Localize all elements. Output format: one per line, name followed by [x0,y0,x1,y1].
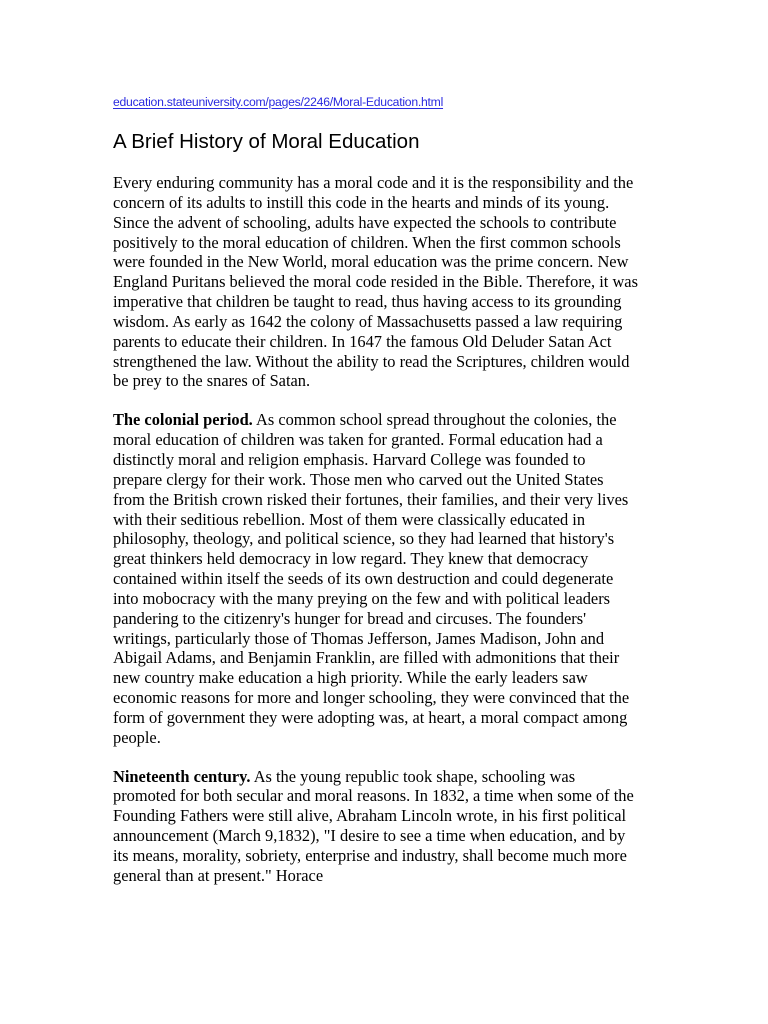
section-colonial-period [113,410,638,747]
intro-paragraph: Every enduring community has a moral code and it is the responsibility and the concern of its adults to instill this code in the hearts and minds of its young. Since the advent of schooling, adults have expected the schools to contribute positively to the moral education of children. When the first common schools were founded in the New World, moral education was the prime concern. New England Puritans believed the moral code resided in the Bible. Therefore, it was imperative that children be taught to read, thus having access to its grounding wisdom. As early as 1642 the colony of Massachusetts passed a law requiring parents to educate their children. In 1647 the famous Old Deluder Satan Act strengthened the law. Without the ability to read the Scriptures, children would be prey to the snares of Satan. [113,173,638,391]
section-body: As the young republic took shape, schooling was promoted for both secular and moral reasons. In 1832, a time when some of the Founding Fathers were still alive, Abraham Lincoln wrote, in his first political announcement (March 9,1832), "I desire to see a time when education, and by its means, morality, sobriety, enterprise and industry, shall become much more general than at present." Horace [113,766,634,885]
document-title: A Brief History of Moral Education [113,130,420,153]
document-body [113,92,638,886]
section-heading: Nineteenth century. [113,766,251,786]
section-nineteenth-century [113,767,638,886]
source-url-link[interactable]: education.stateuniversity.com/pages/2246/Moral-Education.html [113,95,444,109]
section-heading: The colonial period. [113,410,253,430]
section-body: As common school spread throughout the colonies, the moral education of children was taken for granted. Formal education had a distinctly moral and religion emphasis. Harvard College was founded to prepare clergy for their work. Those men who carved out the United States from the British crown risked their fortunes, their families, and their very lives with their seditious rebellion. Most of them were classically educated in philosophy, theology, and political science, so they had learned that history's great thinkers held democracy in low regard. They knew that democracy contained within itself the seeds of its own destruction and could degenerate into mobocracy with the many preying on the few and with political leaders pandering to the citizenry's hunger for bread and circuses. The founders' writings, particularly those of Thomas Jefferson, James Madison, John and Abigail Adams, and Benjamin Franklin, are filled with admonitions that their new country make education a high priority. While the early leaders saw economic reasons for more and longer schooling, they were convinced that the form of government they were adopting was, at heart, a moral compact among people. [113,410,630,747]
